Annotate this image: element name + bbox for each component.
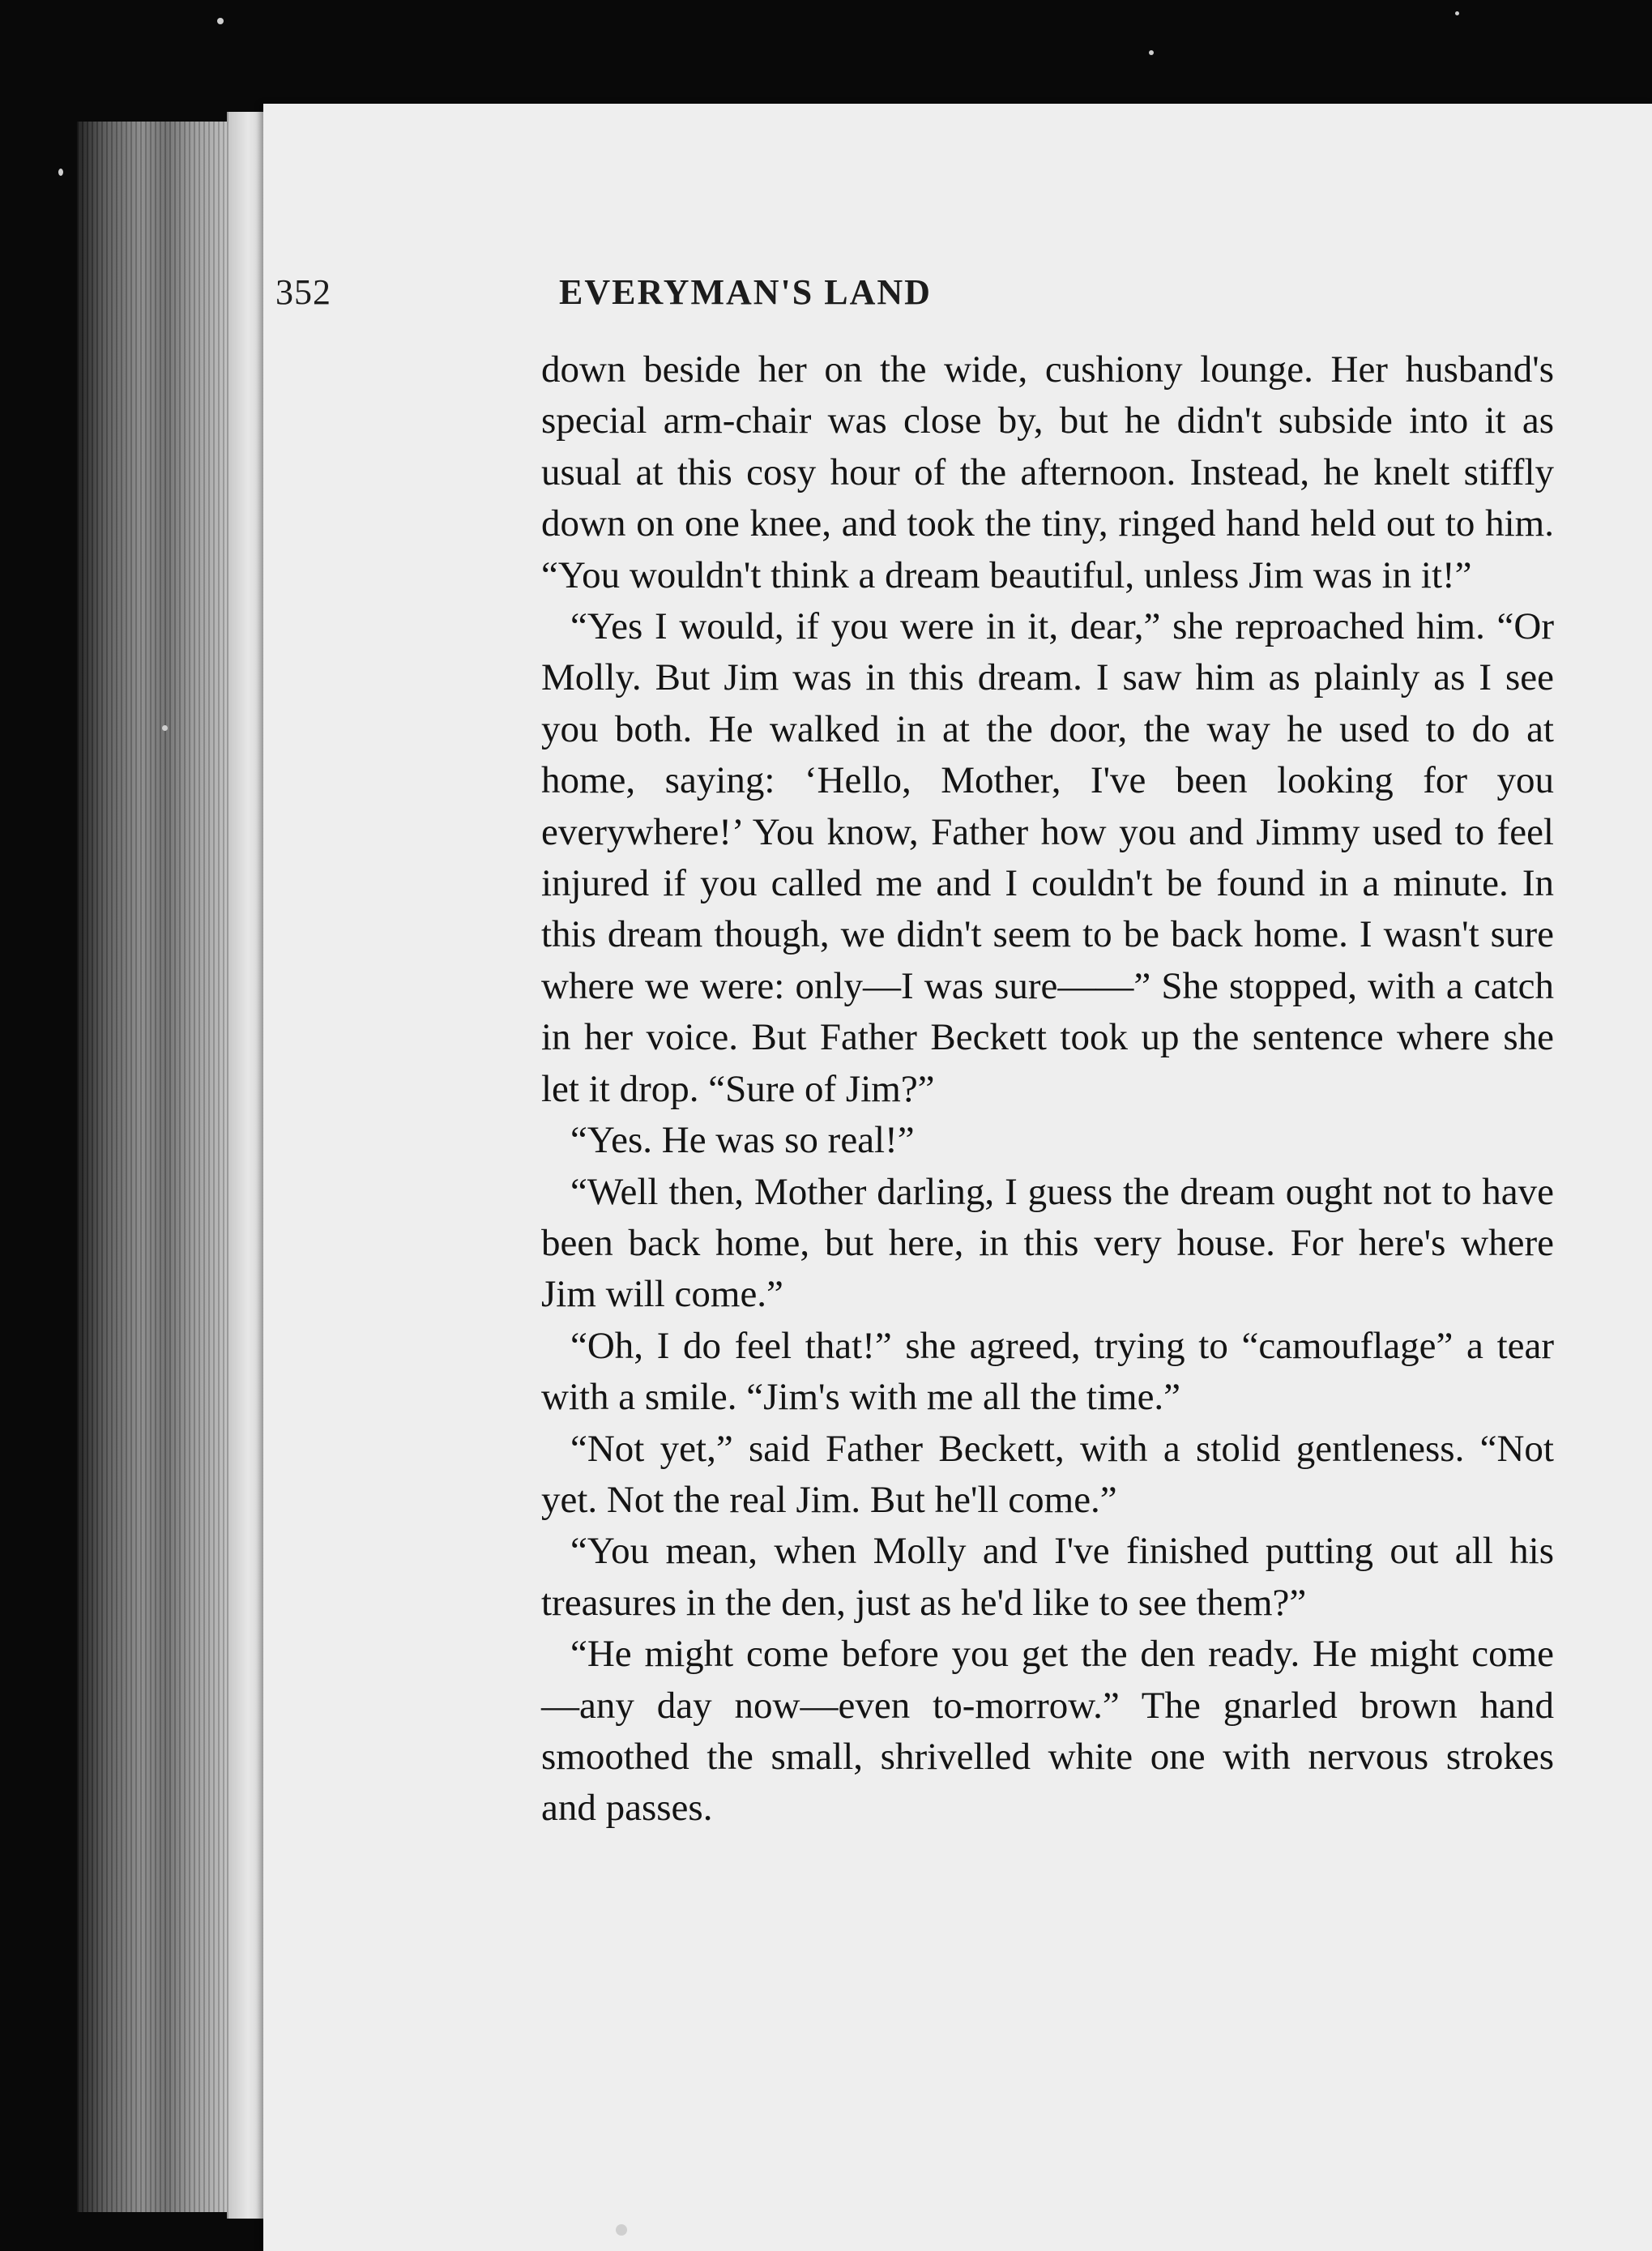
paragraph: “He might come before you get the den ready. He might come—any day now—even to-morrow.” The gnarled brown hand smoothed the small, shrivelled white one with nervous strokes and passes. [541, 1633, 1554, 1830]
paragraph: “Not yet,” said Father Beckett, with a stolid gentleness. “Not yet. Not the real Jim. But he'll come.” [541, 1427, 1554, 1521]
paragraph: “You mean, when Molly and I've finished putting out all his treasures in the den, just as he'd like to see them?” [541, 1530, 1554, 1624]
paragraph: “Yes. He was so real!” [570, 1119, 915, 1162]
dust-speck [58, 169, 63, 176]
dust-speck [616, 2224, 627, 2236]
dust-speck [217, 18, 224, 24]
paragraph: “Well then, Mother darling, I guess the dream ought not to have been back home, but here, in this very house. For here's where Jim will come.” [541, 1170, 1554, 1316]
dust-speck [1455, 11, 1459, 15]
dust-speck [1149, 50, 1154, 55]
page-number: 352 [275, 272, 331, 312]
body-text [541, 344, 1554, 1835]
paragraph: “Yes I would, if you were in it, dear,” she reproached him. “Or Molly. But Jim was in this dream. I saw him as plainly as I see you both. He walked in at the door, the way he used to do at home, saying: ‘Hello, Mother, I've been looking for you everywhere!’ You know, Father how you and Jimmy used to feel injured if you called me and I couldn't be found in a minute. In this dream though, we didn't seem to be back home. I wasn't sure where we were: only—I was sure——” She stopped, with a catch in her voice. But Father Beckett took up the sentence where she let it drop. “Sure of Jim?” [541, 605, 1554, 1110]
book-fore-edge [77, 122, 239, 2212]
paragraph: down beside her on the wide, cushiony lounge. Her husband's special arm-chair was close by, but he didn't subside into it as usual at this cosy hour of the afternoon. Instead, he knelt stiffly down on one knee, and took the tiny, ringed hand held out to him. “You wouldn't think a dream beautiful, unless Jim was in it!” [541, 348, 1554, 596]
running-title: EVERYMAN'S LAND [559, 272, 932, 312]
page-edge-lines [77, 122, 239, 2212]
dust-speck [162, 725, 168, 731]
paragraph: “Oh, I do feel that!” she agreed, trying to “camouflage” a tear with a smile. “Jim's with me all the time.” [541, 1324, 1554, 1419]
running-head [275, 271, 1304, 320]
